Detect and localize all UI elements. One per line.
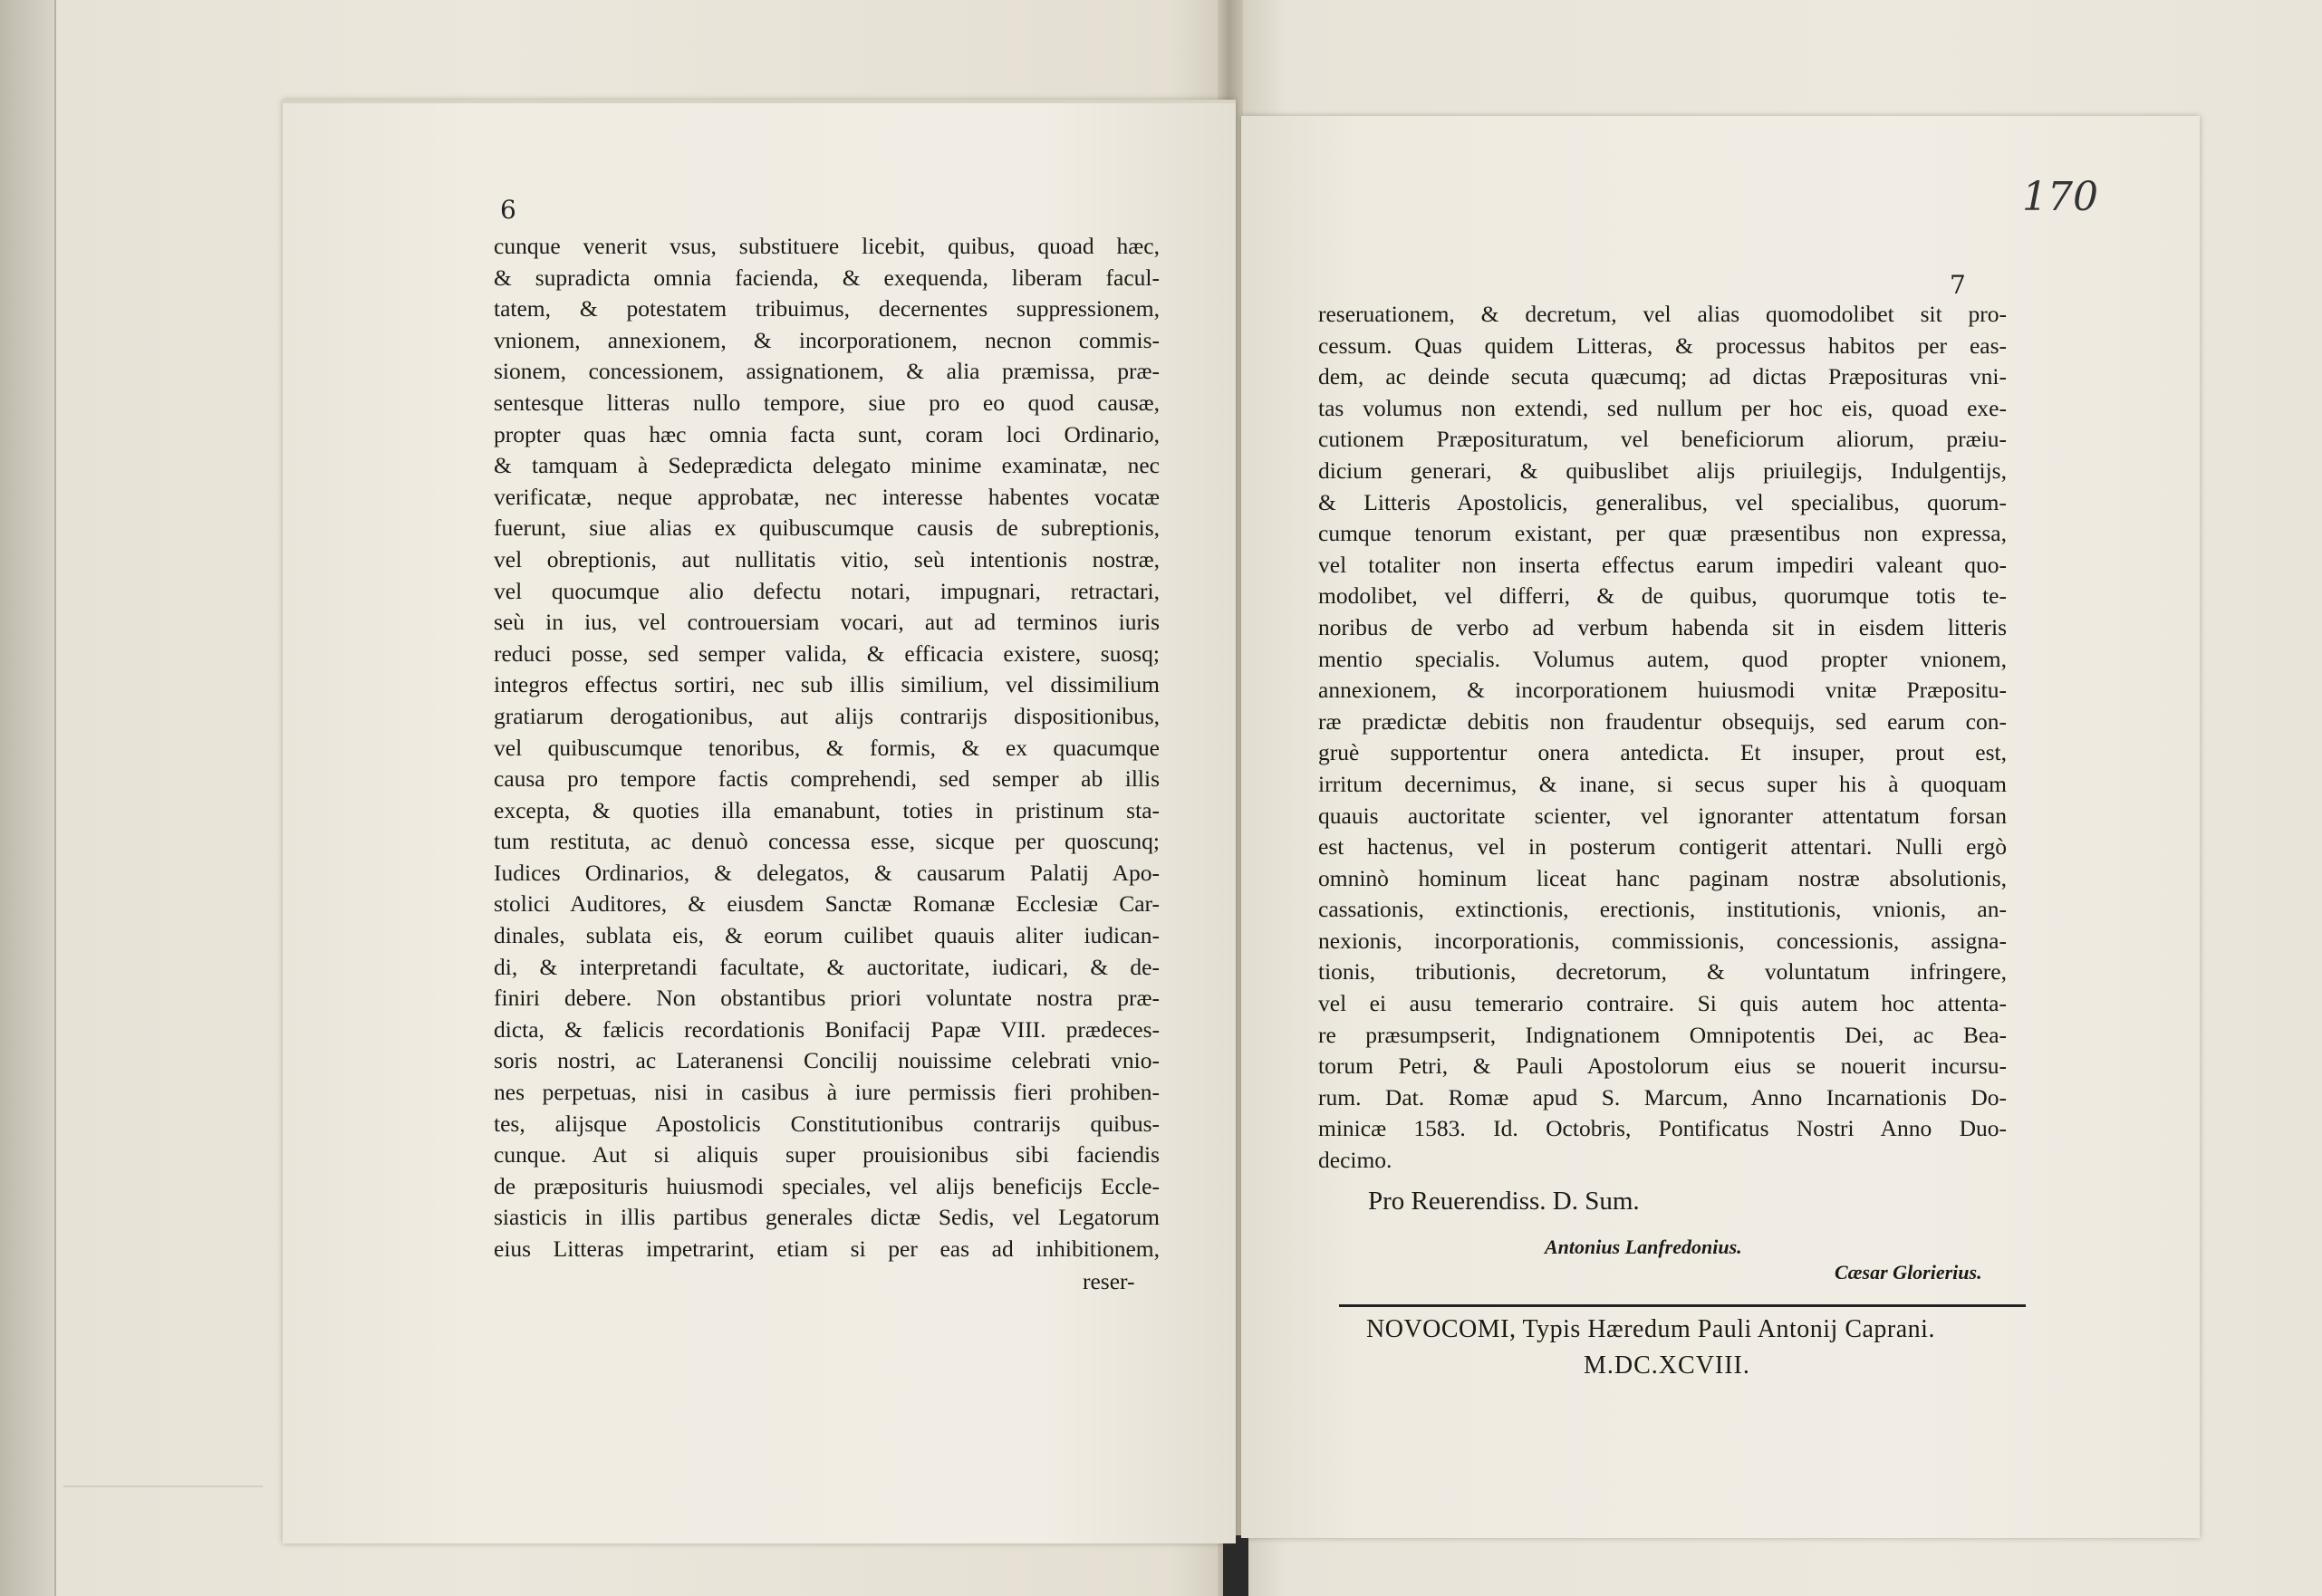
text-line: cutionem Præposituratum, vel beneficiorum aliorum, præiu- [1318, 426, 2007, 453]
text-line: & tamquam à Sedeprædicta delegato minime examinatæ, nec [494, 452, 1160, 479]
left-page-number: 6 [500, 195, 516, 225]
text-line: minicæ 1583. Id. Octobris, Pontificatus Nostri Anno Duo- [1318, 1115, 2007, 1142]
text-line: di, & interpretandi facultate, & auctoritate, iudicari, & de- [494, 953, 1160, 980]
text-line: vel totaliter non inserta effectus earum impediri valeant quo- [1318, 551, 2007, 578]
text-line: ræ prædictæ debitis non fraudentur obsequijs, sed earum con- [1318, 707, 2007, 735]
imprint-line: NOVOCOMI, Typis Hæredum Pauli Antonij Caprani. [1366, 1315, 1935, 1343]
text-line: gratiarum derogationibus, aut alijs contrarijs dispositionibus, [494, 702, 1160, 729]
text-line: & Litteris Apostolicis, generalibus, vel specialibus, quorum- [1318, 488, 2007, 515]
text-line: torum Petri, & Pauli Apostolorum eius se nouerit incursu- [1318, 1053, 2007, 1080]
text-line: dem, ac deinde secuta quæcumq; ad dictas Præposituras vni- [1318, 363, 2007, 390]
text-line: & supradicta omnia facienda, & exequenda, liberam facul- [494, 264, 1160, 291]
text-line: eius Litteras impetrarint, etiam si per eas ad inhibitionem, [494, 1235, 1160, 1262]
handwritten-folio-number: 170 [2022, 174, 2098, 220]
text-line: quauis auctoritate scienter, vel ignoranter attentatum forsan [1318, 802, 2007, 829]
text-line: reduci posse, sed semper valida, & efficacia existere, suosq; [494, 639, 1160, 667]
right-page-number: 7 [1950, 270, 1966, 300]
text-line: nexionis, incorporationis, commissionis, concessionis, assigna- [1318, 927, 2007, 954]
text-line: tatem, & potestatem tribuimus, decernentes suppressionem, [494, 295, 1160, 322]
text-line: tas volumus non extendi, sed nullum per hoc eis, quoad exe- [1318, 394, 2007, 421]
text-line: seù in ius, vel controuersiam vocari, aut ad terminos iuris [494, 609, 1160, 636]
text-line: mentio specialis. Volumus autem, quod propter vnionem, [1318, 645, 2007, 672]
text-line: rum. Dat. Romæ apud S. Marcum, Anno Incarnationis Do- [1318, 1083, 2007, 1110]
bleed-through-marks [63, 1431, 263, 1487]
right-page-text [1318, 299, 2007, 1177]
text-line: cunque. Aut si aliquis super prouisionibus sibi faciendis [494, 1141, 1160, 1168]
text-line: nes perpetuas, nisi in casibus à iure permissis fieri prohiben- [494, 1079, 1160, 1106]
text-line: Iudices Ordinarios, & delegatos, & causarum Palatij Apo- [494, 859, 1160, 886]
text-line: sentesque litteras nullo tempore, siue pro eo quod causæ, [494, 389, 1160, 416]
text-line: fuerunt, siue alias ex quibuscumque causis de subreptionis, [494, 514, 1160, 542]
text-line: integros effectus sortiri, nec sub illis similium, vel dissimilium [494, 671, 1160, 698]
text-line: tionis, tributionis, decretorum, & voluntatum infringere, [1318, 958, 2007, 985]
text-line: vnionem, annexionem, & incorporationem, necnon commis- [494, 326, 1160, 353]
text-line: sionem, concessionem, assignationem, & alia præmissa, præ- [494, 358, 1160, 385]
left-catchword: reser- [1083, 1268, 1135, 1294]
binding-edge [0, 0, 56, 1596]
text-line: modolibet, vel differri, & de quibus, quorumque totis te- [1318, 582, 2007, 610]
pro-reuerendiss-line: Pro Reuerendiss. D. Sum. [1368, 1187, 1640, 1216]
text-line: dicium generari, & quibuslibet alijs priuilegijs, Indulgentijs, [1318, 457, 2007, 484]
text-line: cessum. Quas quidem Litteras, & processus habitos per eas- [1318, 332, 2007, 359]
text-line: tum restituta, ac denuò concessa esse, sicque per quoscunq; [494, 828, 1160, 855]
text-line: noribus de verbo ad verbum habenda sit in eisdem litteris [1318, 613, 2007, 640]
text-line: reseruationem, & decretum, vel alias quomodolibet sit pro- [1318, 301, 2007, 327]
text-line: re præsumpserit, Indignationem Omnipotentis Dei, ac Bea- [1318, 1021, 2007, 1048]
text-line: vel ei ausu temerario contraire. Si quis autem hoc attenta- [1318, 990, 2007, 1017]
text-line: stolici Auditores, & eiusdem Sanctæ Romanæ Ecclesiæ Car- [494, 890, 1160, 918]
text-line: excepta, & quoties illa emanabunt, toties in pristinum sta- [494, 796, 1160, 823]
text-line: cunque venerit vsus, substituere licebit, quibus, quoad hæc, [494, 233, 1160, 259]
text-line: verificatæ, neque approbatæ, nec interesse habentes vocatæ [494, 483, 1160, 510]
text-line: decimo. [1318, 1147, 1392, 1174]
text-line: dinales, sublata eis, & eorum cuilibet quauis aliter iudican- [494, 922, 1160, 949]
signature-lanfredonius: Antonius Lanfredonius. [1545, 1235, 1742, 1258]
text-line: propter quas hæc omnia facta sunt, coram loci Ordinario, [494, 420, 1160, 447]
text-line: irritum decernimus, & inane, si secus super his à quoquam [1318, 770, 2007, 797]
signature-glorierius: Cæsar Glorierius. [1835, 1261, 1982, 1284]
text-line: omninò hominum liceat hanc paginam nostræ absolutionis, [1318, 864, 2007, 891]
text-line: vel quibuscumque tenoribus, & formis, & ex quacumque [494, 734, 1160, 761]
text-line: annexionem, & incorporationem huiusmodi vnitæ Præpositu- [1318, 677, 2007, 704]
text-line: vel quocumque alio defectu notari, impugnari, retractari, [494, 577, 1160, 604]
text-line: finiri debere. Non obstantibus priori voluntate nostra præ- [494, 985, 1160, 1012]
imprint-date: M.DC.XCVIII. [1584, 1351, 1750, 1380]
spine-marker [1223, 1535, 1248, 1596]
imprint-rule [1339, 1304, 2026, 1307]
text-line: causa pro tempore factis comprehendi, sed semper ab illis [494, 765, 1160, 793]
text-line: vel obreptionis, aut nullitatis vitio, seù intentionis nostræ, [494, 545, 1160, 572]
left-page-text [494, 231, 1160, 1265]
text-line: siasticis in illis partibus generales dictæ Sedis, vel Legatorum [494, 1204, 1160, 1231]
text-line: dicta, & fælicis recordationis Bonifacij Papæ VIII. prædeces- [494, 1015, 1160, 1043]
text-line: est hactenus, vel in posterum contigerit attentari. Nulli ergò [1318, 833, 2007, 860]
text-line: soris nostri, ac Lateranensi Concilij nouissime celebrati vnio- [494, 1047, 1160, 1074]
text-line: cassationis, extinctionis, erectionis, institutionis, vnionis, an- [1318, 896, 2007, 923]
text-line: cumque tenorum existant, per quæ præsentibus non expressa, [1318, 520, 2007, 547]
text-line: tes, alijsque Apostolicis Constitutionibus contrarijs quibus- [494, 1110, 1160, 1137]
text-line: gruè supportentur onera antedicta. Et insuper, prout est, [1318, 739, 2007, 766]
text-line: de præposituris huiusmodi speciales, vel alijs beneficijs Eccle- [494, 1172, 1160, 1199]
